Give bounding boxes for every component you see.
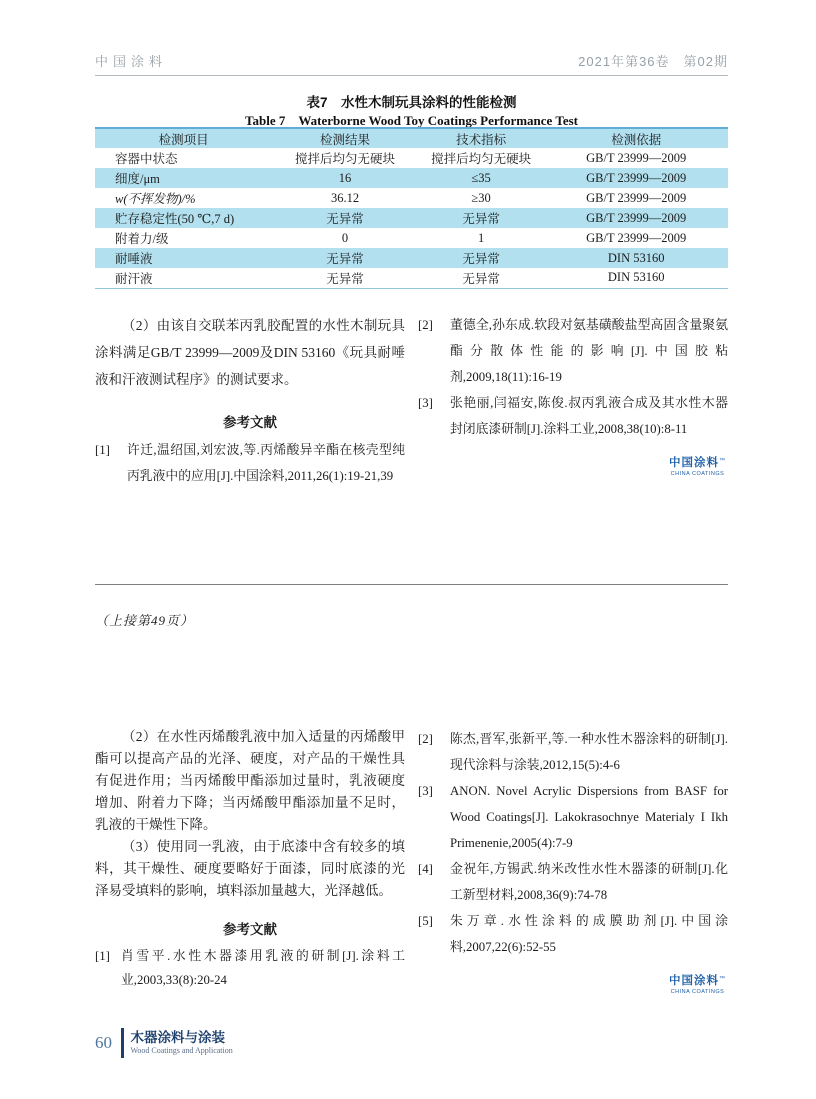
reference-item [95, 944, 405, 992]
reference-item [418, 312, 728, 390]
table-cell: 无异常 [326, 252, 364, 266]
column-header: 检测结果 [320, 132, 371, 147]
article2-section [95, 726, 728, 996]
reference-number: [1] [95, 443, 110, 457]
china-coatings-logo [669, 458, 726, 478]
table-row [95, 188, 728, 208]
reference-item [418, 908, 728, 960]
table-title-en: Table 7 Waterborne Wood Toy Coatings Performance Test [245, 113, 578, 128]
table-title-zh: 表7 水性木制玩具涂料的性能检测 [306, 95, 517, 110]
table-cell: DIN 53160 [607, 250, 665, 265]
trademark-mark: ™ [719, 976, 726, 982]
reference-item [418, 390, 728, 442]
reference-text: 朱万章.水性涂料的成膜助剂[J].中国涂料,2007,22(6):52-55 [450, 914, 728, 954]
table-cell: 附着力/级 [115, 232, 169, 246]
table-cell: 无异常 [462, 252, 500, 266]
reference-number: [4] [418, 862, 433, 876]
logo-name-en: CHINA COATINGS [670, 471, 725, 477]
footer-divider-bar [121, 1028, 124, 1058]
table-cell: GB/T 23999—2009 [586, 150, 687, 165]
table-row [95, 208, 728, 228]
table-row [95, 148, 728, 168]
reference-item [418, 778, 728, 856]
reference-text: ANON. Novel Acrylic Dispersions from BASF for Wood Coatings[J]. Lakokrasochnye Materialy I Ikh Primenenie,2005(4):7-9 [450, 784, 728, 850]
footer-section-en: Wood Coatings and Application [130, 1045, 233, 1055]
article1-left-column [95, 312, 405, 489]
table-cell: 搅拌后均匀无硬块 [295, 152, 396, 166]
table-row [95, 268, 728, 288]
footer-section-zh: 木器涂料与涂装 [130, 1030, 225, 1046]
reference-item [418, 726, 728, 778]
reference-text: 金祝年,方锡武.纳米改性水性木器漆的研制[J].化工新型材料,2008,36(9):74-78 [450, 862, 728, 902]
table-cell: ≥30 [471, 190, 491, 205]
table-cell: 搅拌后均匀无硬块 [431, 152, 532, 166]
table-cell: 无异常 [462, 271, 500, 286]
table-cell: GB/T 23999—2009 [586, 230, 687, 245]
column-header: 检测依据 [611, 132, 662, 147]
table-cell: 1 [477, 230, 485, 245]
table-cell: 耐唾液 [115, 252, 153, 266]
table-header-row [95, 128, 728, 148]
article1-paragraph: （2）由该自交联苯丙乳胶配置的水性木制玩具涂料满足GB/T 23999—2009及DIN 53160《玩具耐唾液和汗液测试程序》的测试要求。 [95, 318, 405, 387]
page-footer [95, 1028, 233, 1058]
reference-text: 张艳丽,闫福安,陈俊.叔丙乳液合成及其水性木器封闭底漆研制[J].涂料工业,2008,38(10):8-11 [450, 396, 728, 436]
table-cell: GB/T 23999—2009 [586, 210, 687, 225]
table-cell: 无异常 [326, 271, 364, 286]
reference-number: [2] [418, 732, 433, 746]
table-cell: 贮存稳定性(50 ℃,7 d) [115, 212, 235, 226]
logo-name-en: CHINA COATINGS [670, 989, 725, 995]
reference-item [95, 437, 405, 489]
reference-number: [3] [418, 396, 433, 410]
table-cell: 0 [341, 230, 349, 245]
article1-section [95, 312, 728, 489]
table-cell: 16 [338, 170, 352, 185]
reference-number: [3] [418, 784, 433, 798]
table-cell: GB/T 23999—2009 [586, 170, 687, 185]
table-cell: 耐汗液 [115, 271, 153, 286]
page-number: 60 [95, 1033, 112, 1052]
table-row [95, 168, 728, 188]
reference-text: 陈杰,晋军,张新平,等.一种水性木器涂料的研制[J].现代涂料与涂装,2012,15(5):4-6 [450, 732, 728, 772]
logo-name-zh: 中国涂料™ [669, 457, 726, 469]
reference-number: [1] [95, 949, 110, 963]
reference-text: 肖雪平.水性木器漆用乳液的研制[J].涂料工业,2003,33(8):20-24 [121, 949, 405, 987]
reference-text: 许迁,温绍国,刘宏波,等.丙烯酸异辛酯在核壳型纯丙乳液中的应用[J].中国涂料,2011,26(1):19-21,39 [127, 443, 405, 483]
column-header: 技术指标 [456, 132, 507, 147]
trademark-mark: ™ [719, 458, 726, 464]
table-cell: 无异常 [462, 212, 500, 226]
article1-right-column [418, 312, 728, 489]
reference-text: 董德全,孙东成.软段对氨基磺酸盐型高固含量聚氨酯分散体性能的影响[J].中国胶粘剂,2009,18(11):16-19 [450, 318, 728, 384]
reference-item [418, 856, 728, 908]
article2-left-column [95, 726, 405, 996]
journal-running-header [95, 50, 728, 76]
performance-table [95, 127, 728, 289]
table-cell: 容器中状态 [115, 152, 178, 166]
table-row [95, 228, 728, 248]
issue-info: 2021年第36卷 第02期 [578, 54, 728, 69]
article2-right-column [418, 726, 728, 996]
table-cell: DIN 53160 [607, 270, 665, 285]
table-cell: w(不挥发物)/% [115, 192, 196, 206]
journal-name: 中国涂料 [95, 54, 168, 69]
table-row [95, 248, 728, 268]
article2-paragraph-2: （3）使用同一乳液，由于底漆中含有较多的填料，其干燥性、硬度要略好于面漆，同时底漆的光泽易受填料的影响，填料添加量越大，光泽越低。 [95, 839, 405, 898]
references-heading: 参考文献 [223, 922, 277, 937]
footer-section-title [131, 1030, 233, 1055]
logo-name-zh: 中国涂料™ [669, 975, 726, 987]
article-divider-line [95, 584, 728, 585]
table-cell: ≤35 [471, 170, 491, 185]
references-heading: 参考文献 [223, 415, 277, 430]
china-coatings-logo [669, 976, 726, 996]
table-cell: GB/T 23999—2009 [586, 190, 687, 205]
table-cell: 无异常 [326, 212, 364, 226]
table-cell: 细度/μm [115, 172, 160, 186]
article2-paragraph-1: （2）在水性丙烯酸乳液中加入适量的丙烯酸甲酯可以提高产品的光泽、硬度，对产品的干燥性具有促进作用；当丙烯酸甲酯添加过量时，乳液硬度增加、附着力下降；当丙烯酸甲酯添加量不足时，乳液的干燥性下降。 [95, 729, 405, 832]
continuation-note: （上接第49页） [95, 613, 195, 628]
table-cell: 36.12 [330, 190, 360, 205]
column-header: 检测项目 [158, 132, 209, 147]
reference-number: [2] [418, 318, 433, 332]
reference-number: [5] [418, 914, 433, 928]
